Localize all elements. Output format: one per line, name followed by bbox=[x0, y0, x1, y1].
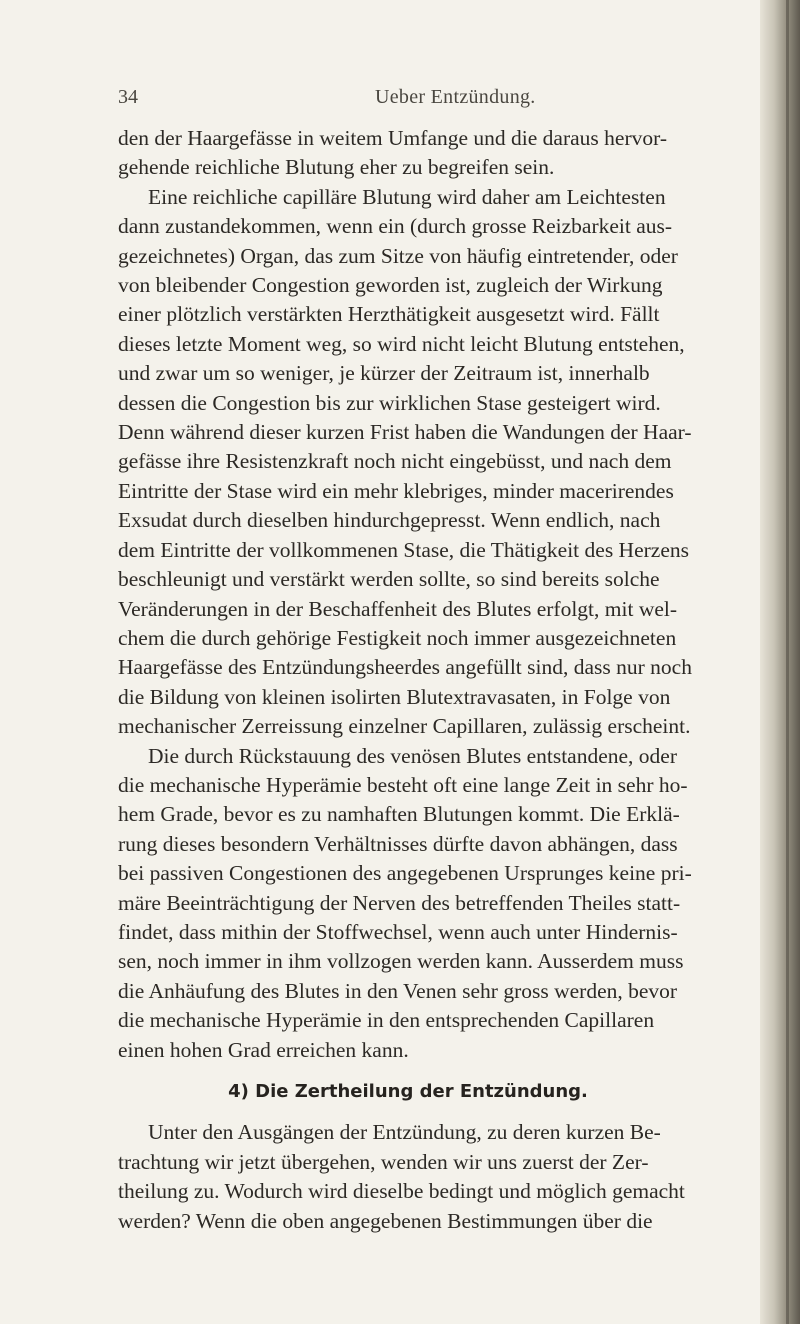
text-line: gefässe ihre Resistenzkraft noch nicht eingebüsst, und nach dem bbox=[118, 449, 672, 474]
text-line: dessen die Congestion bis zur wirklichen Stase gesteigert wird. bbox=[118, 390, 661, 415]
text-line: Exsudat durch dieselben hindurchgepresst. Wenn endlich, nach bbox=[118, 508, 661, 533]
body-text bbox=[118, 124, 758, 1236]
text-line: die mechanische Hyperämie in den entsprechenden Capillaren bbox=[118, 1008, 655, 1033]
text-line: den der Haargefässe in weitem Umfange und die daraus hervor- bbox=[118, 126, 667, 150]
text-line: dieses letzte Moment weg, so wird nicht leicht Blutung entstehen, bbox=[118, 331, 685, 356]
page-number: 34 bbox=[118, 86, 138, 108]
spacer bbox=[118, 1065, 758, 1077]
text-line: Denn während dieser kurzen Frist haben die Wandungen der Haar- bbox=[118, 420, 692, 445]
text-line: Eintritte der Stase wird ein mehr klebriges, minder macerirendes bbox=[118, 478, 674, 503]
text-line: gehende reichliche Blutung eher zu begreifen sein. bbox=[118, 155, 555, 180]
text-line: die Bildung von kleinen isolirten Blutextravasaten, in Folge von bbox=[118, 684, 671, 709]
text-line: märe Beeinträchtigung der Nerven des betreffenden Theiles statt- bbox=[118, 890, 681, 915]
text-line: bei passiven Congestionen des angegebenen Ursprunges keine pri- bbox=[118, 861, 692, 886]
section-heading: 4) Die Zertheilung der Entzündung. bbox=[228, 1081, 588, 1102]
text-line: dann zustandekommen, wenn ein (durch grosse Reizbarkeit aus- bbox=[118, 214, 673, 239]
text-line: und zwar um so weniger, je kürzer der Zeitraum ist, innerhalb bbox=[118, 361, 650, 386]
running-head: Ueber Entzündung. bbox=[375, 86, 536, 108]
text-line: trachtung wir jetzt übergehen, wenden wir uns zuerst der Zer- bbox=[118, 1149, 649, 1174]
page-header bbox=[0, 86, 760, 116]
text-line: findet, dass mithin der Stoffwechsel, wenn auch unter Hindernis- bbox=[118, 919, 678, 944]
page-edge-line bbox=[786, 0, 789, 1324]
spacer bbox=[118, 1106, 758, 1118]
text-line: Die durch Rückstauung des venösen Blutes entstandene, oder bbox=[148, 743, 678, 768]
text-line: einer plötzlich verstärkten Herzthätigkeit ausgesetzt wird. Fällt bbox=[118, 302, 660, 327]
text-line: dem Eintritte der vollkommenen Stase, die Thätigkeit des Herzens bbox=[118, 537, 689, 562]
text-line: theilung zu. Wodurch wird dieselbe bedingt und möglich gemacht bbox=[118, 1179, 685, 1204]
text-line: hem Grade, bevor es zu namhaften Blutungen kommt. Die Erklä- bbox=[118, 802, 680, 827]
text-line: Haargefässe des Entzündungsheerdes angefüllt sind, dass nur noch bbox=[118, 655, 692, 680]
text-line: Veränderungen in der Beschaffenheit des Blutes erfolgt, mit wel- bbox=[118, 596, 678, 621]
text-line: mechanischer Zerreissung einzelner Capillaren, zulässig erscheint. bbox=[118, 714, 691, 739]
text-line: einen hohen Grad erreichen kann. bbox=[118, 1037, 409, 1062]
paragraph-block-a bbox=[118, 124, 758, 1065]
text-line: sen, noch immer in ihm vollzogen werden kann. Ausserdem muss bbox=[118, 949, 684, 974]
text-line: von bleibender Congestion geworden ist, zugleich der Wirkung bbox=[118, 273, 663, 298]
paragraph-block-b bbox=[118, 1118, 758, 1236]
text-line: gezeichnetes) Organ, das zum Sitze von häufig eintretender, oder bbox=[118, 243, 678, 268]
text-line: die Anhäufung des Blutes in den Venen sehr gross werden, bevor bbox=[118, 978, 678, 1003]
text-line: werden? Wenn die oben angegebenen Bestimmungen über die bbox=[118, 1208, 653, 1233]
text-line: chem die durch gehörige Festigkeit noch immer ausgezeichneten bbox=[118, 625, 677, 650]
text-line: Unter den Ausgängen der Entzündung, zu deren kurzen Be- bbox=[148, 1120, 661, 1145]
page-edge-shadow bbox=[760, 0, 800, 1324]
text-line: rung dieses besondern Verhältnisses dürfte davon abhängen, dass bbox=[118, 831, 678, 856]
text-line: Eine reichliche capilläre Blutung wird daher am Leichtesten bbox=[148, 184, 666, 209]
text-line: die mechanische Hyperämie besteht oft eine lange Zeit in sehr ho- bbox=[118, 772, 688, 797]
text-line: beschleunigt und verstärkt werden sollte, so sind bereits solche bbox=[118, 567, 660, 592]
